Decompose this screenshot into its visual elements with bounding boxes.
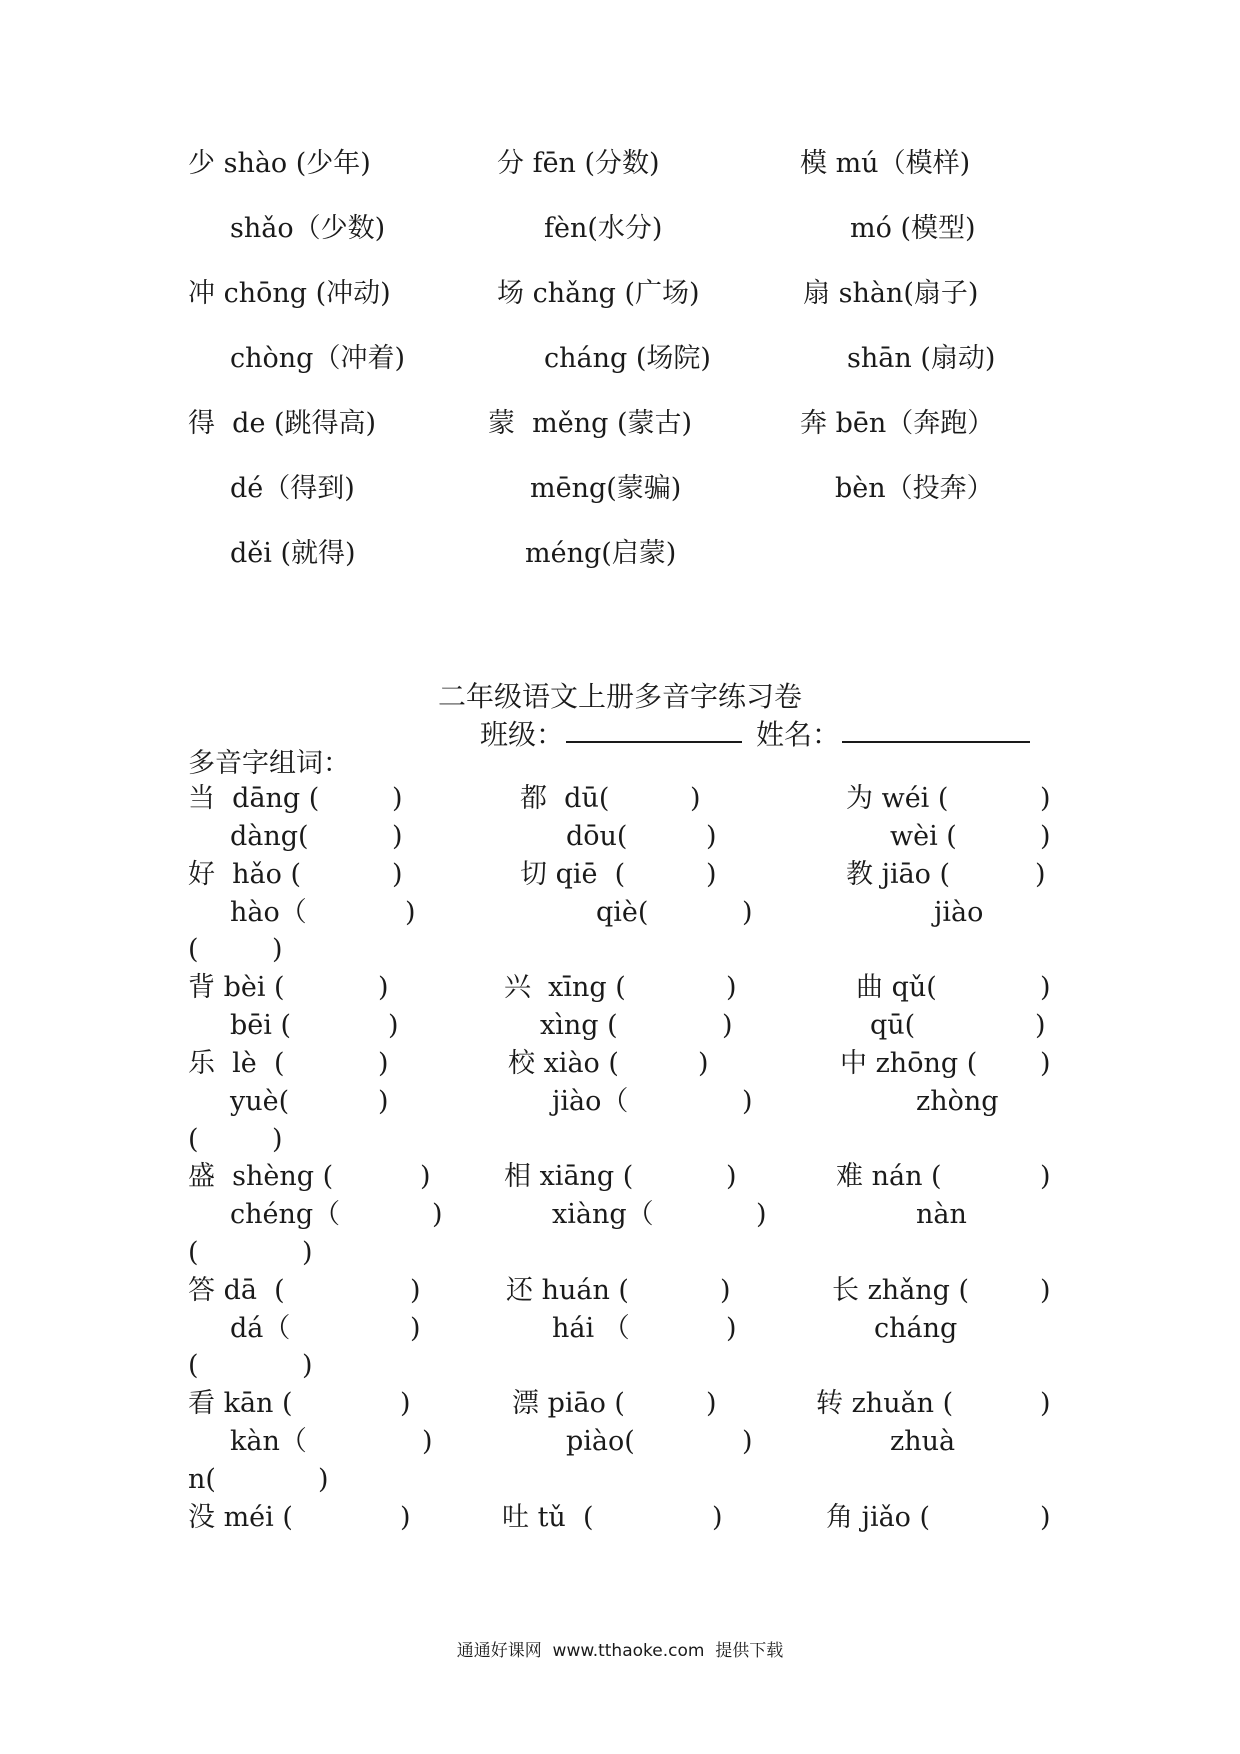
answer-blank-paren: )	[388, 1010, 399, 1041]
answer-blank-paren: )	[712, 1502, 723, 1533]
answer-blank-paren: )	[742, 897, 753, 928]
polyphone-entry: méng(启蒙)	[525, 538, 677, 569]
exercise-prompt: jiào（	[552, 1086, 629, 1117]
answer-blank-paren: )	[1040, 821, 1051, 852]
exercise-prompt: 曲 qǔ(	[856, 972, 937, 1003]
answer-blank-paren: )	[1040, 1502, 1051, 1533]
answer-blank-paren: )	[706, 821, 717, 852]
polyphone-entry: mó (模型)	[850, 213, 976, 244]
exercise-prompt: 看 kān (	[188, 1388, 293, 1419]
polyphone-entry: 蒙 měng (蒙古)	[488, 408, 693, 439]
class-blank	[566, 741, 742, 743]
polyphone-entry: 分 fēn (分数)	[497, 148, 660, 179]
exercise-prompt: bēi (	[230, 1010, 292, 1041]
exercise-prompt: 为 wéi (	[846, 783, 949, 814]
exercise-prompt: 相 xiāng (	[504, 1161, 634, 1192]
answer-blank-paren: )	[756, 1199, 767, 1230]
exercise-prompt: 角 jiǎo (	[826, 1502, 931, 1533]
exercise-prompt: 漂 piāo (	[512, 1388, 625, 1419]
answer-blank-paren: )	[400, 1502, 411, 1533]
polyphone-entry: dé（得到)	[230, 473, 355, 504]
answer-blank-paren: )	[392, 821, 403, 852]
answer-blank-paren: )	[392, 783, 403, 814]
exercise-prompt: n(	[188, 1464, 216, 1495]
instruction-text: 多音字组词：	[188, 748, 350, 779]
exercise-prompt: 切 qiē (	[520, 859, 626, 890]
exercise-prompt: 当 dāng (	[188, 783, 320, 814]
exercise-prompt: qiè(	[596, 897, 649, 928]
answer-blank-paren: )	[318, 1464, 329, 1495]
answer-blank-paren: )	[1040, 1388, 1051, 1419]
polyphone-entry: 冲 chōng (冲动)	[188, 278, 391, 309]
exercise-prompt: 中 zhōng (	[840, 1048, 978, 1079]
exercise-prompt: qū(	[870, 1010, 916, 1041]
polyphone-entry: 扇 shàn(扇子)	[803, 278, 979, 309]
answer-blank-paren: )	[422, 1426, 433, 1457]
answer-blank-paren: )	[410, 1275, 421, 1306]
worksheet-title: 二年级语文上册多音字练习卷	[437, 680, 802, 713]
answer-blank-paren: )	[706, 859, 717, 890]
exercise-prompt: 好 hǎo (	[188, 859, 302, 890]
answer-blank-paren: )	[726, 1161, 737, 1192]
answer-blank-paren: )	[1040, 1275, 1051, 1306]
answer-blank-paren: )	[272, 934, 283, 965]
polyphone-entry: fèn(水分)	[544, 213, 663, 244]
polyphone-entry: bèn（投奔）	[835, 473, 994, 504]
answer-blank-paren: )	[726, 1313, 737, 1344]
exercise-prompt: (	[188, 934, 199, 965]
polyphone-entry: shǎo（少数)	[230, 213, 386, 244]
exercise-prompt: 乐 lè (	[188, 1048, 285, 1079]
exercise-prompt: yuè(	[230, 1086, 290, 1117]
answer-blank-paren: )	[742, 1426, 753, 1457]
exercise-prompt: cháng	[874, 1313, 958, 1344]
answer-blank-paren: )	[1040, 972, 1051, 1003]
polyphone-entry: cháng (场院)	[544, 343, 711, 374]
exercise-prompt: (	[188, 1237, 199, 1268]
answer-blank-paren: )	[302, 1237, 313, 1268]
exercise-prompt: 教 jiāo (	[846, 859, 951, 890]
exercise-prompt: nàn	[916, 1199, 967, 1230]
exercise-prompt: wèi (	[890, 821, 957, 852]
exercise-prompt: 难 nán (	[836, 1161, 942, 1192]
answer-blank-paren: )	[1040, 783, 1051, 814]
answer-blank-paren: )	[400, 1388, 411, 1419]
exercise-prompt: 答 dā (	[188, 1275, 285, 1306]
exercise-prompt: xiàng（	[552, 1199, 654, 1230]
answer-blank-paren: )	[706, 1388, 717, 1419]
answer-blank-paren: )	[1040, 1161, 1051, 1192]
name-blank	[842, 741, 1030, 743]
answer-blank-paren: )	[420, 1161, 431, 1192]
footer-text: 通通好课网 www.tthaoke.com 提供下载	[456, 1641, 784, 1661]
exercise-prompt: dōu(	[566, 821, 628, 852]
polyphone-entry: chòng（冲着)	[230, 343, 405, 374]
exercise-prompt: 还 huán (	[506, 1275, 629, 1306]
exercise-prompt: (	[188, 1350, 199, 1381]
exercise-prompt: 背 bèi (	[188, 972, 285, 1003]
polyphone-entry: 场 chǎng (广场)	[497, 278, 700, 309]
exercise-prompt: 长 zhǎng (	[832, 1275, 970, 1306]
polyphone-entry: shān (扇动)	[847, 343, 996, 374]
exercise-prompt: chéng（	[230, 1199, 341, 1230]
name-label: 姓名：	[756, 718, 841, 751]
answer-blank-paren: )	[726, 972, 737, 1003]
class-label: 班级：	[480, 718, 565, 751]
exercise-prompt: 转 zhuǎn (	[816, 1388, 954, 1419]
answer-blank-paren: )	[690, 783, 701, 814]
answer-blank-paren: )	[410, 1313, 421, 1344]
exercise-prompt: dá（	[230, 1313, 291, 1344]
answer-blank-paren: )	[432, 1199, 443, 1230]
answer-blank-paren: )	[378, 972, 389, 1003]
exercise-prompt: jiào	[934, 897, 984, 928]
polyphone-entry: mēng(蒙骗)	[530, 473, 682, 504]
answer-blank-paren: )	[302, 1350, 313, 1381]
exercise-prompt: 没 méi (	[188, 1502, 293, 1533]
exercise-prompt: (	[188, 1124, 199, 1155]
polyphone-entry: 奔 bēn（奔跑）	[800, 408, 995, 439]
answer-blank-paren: )	[698, 1048, 709, 1079]
answer-blank-paren: )	[722, 1010, 733, 1041]
polyphone-entry: 得 de (跳得高)	[188, 408, 377, 439]
exercise-prompt: hào（	[230, 897, 307, 928]
exercise-prompt: piào(	[566, 1426, 635, 1457]
exercise-prompt: zhòng	[916, 1086, 999, 1117]
exercise-prompt: 盛 shèng (	[188, 1161, 334, 1192]
answer-blank-paren: )	[1040, 1048, 1051, 1079]
exercise-prompt: 都 dū(	[520, 783, 610, 814]
exercise-prompt: 吐 tǔ (	[502, 1502, 594, 1533]
answer-blank-paren: )	[392, 859, 403, 890]
exercise-prompt: zhuà	[890, 1426, 956, 1457]
polyphone-entry: 少 shào (少年)	[188, 148, 371, 179]
answer-blank-paren: )	[1035, 859, 1046, 890]
exercise-prompt: hái （	[552, 1313, 630, 1344]
answer-blank-paren: )	[742, 1086, 753, 1117]
exercise-prompt: kàn（	[230, 1426, 307, 1457]
polyphone-entry: 模 mú（模样)	[800, 148, 971, 179]
answer-blank-paren: )	[1035, 1010, 1046, 1041]
answer-blank-paren: )	[272, 1124, 283, 1155]
answer-blank-paren: )	[720, 1275, 731, 1306]
answer-blank-paren: )	[378, 1086, 389, 1117]
exercise-prompt: xìng (	[540, 1010, 618, 1041]
exercise-prompt: 兴 xīng (	[504, 972, 626, 1003]
polyphone-entry: děi (就得)	[230, 538, 356, 569]
answer-blank-paren: )	[378, 1048, 389, 1079]
exercise-prompt: dàng(	[230, 821, 309, 852]
exercise-prompt: 校 xiào (	[508, 1048, 619, 1079]
answer-blank-paren: )	[405, 897, 416, 928]
